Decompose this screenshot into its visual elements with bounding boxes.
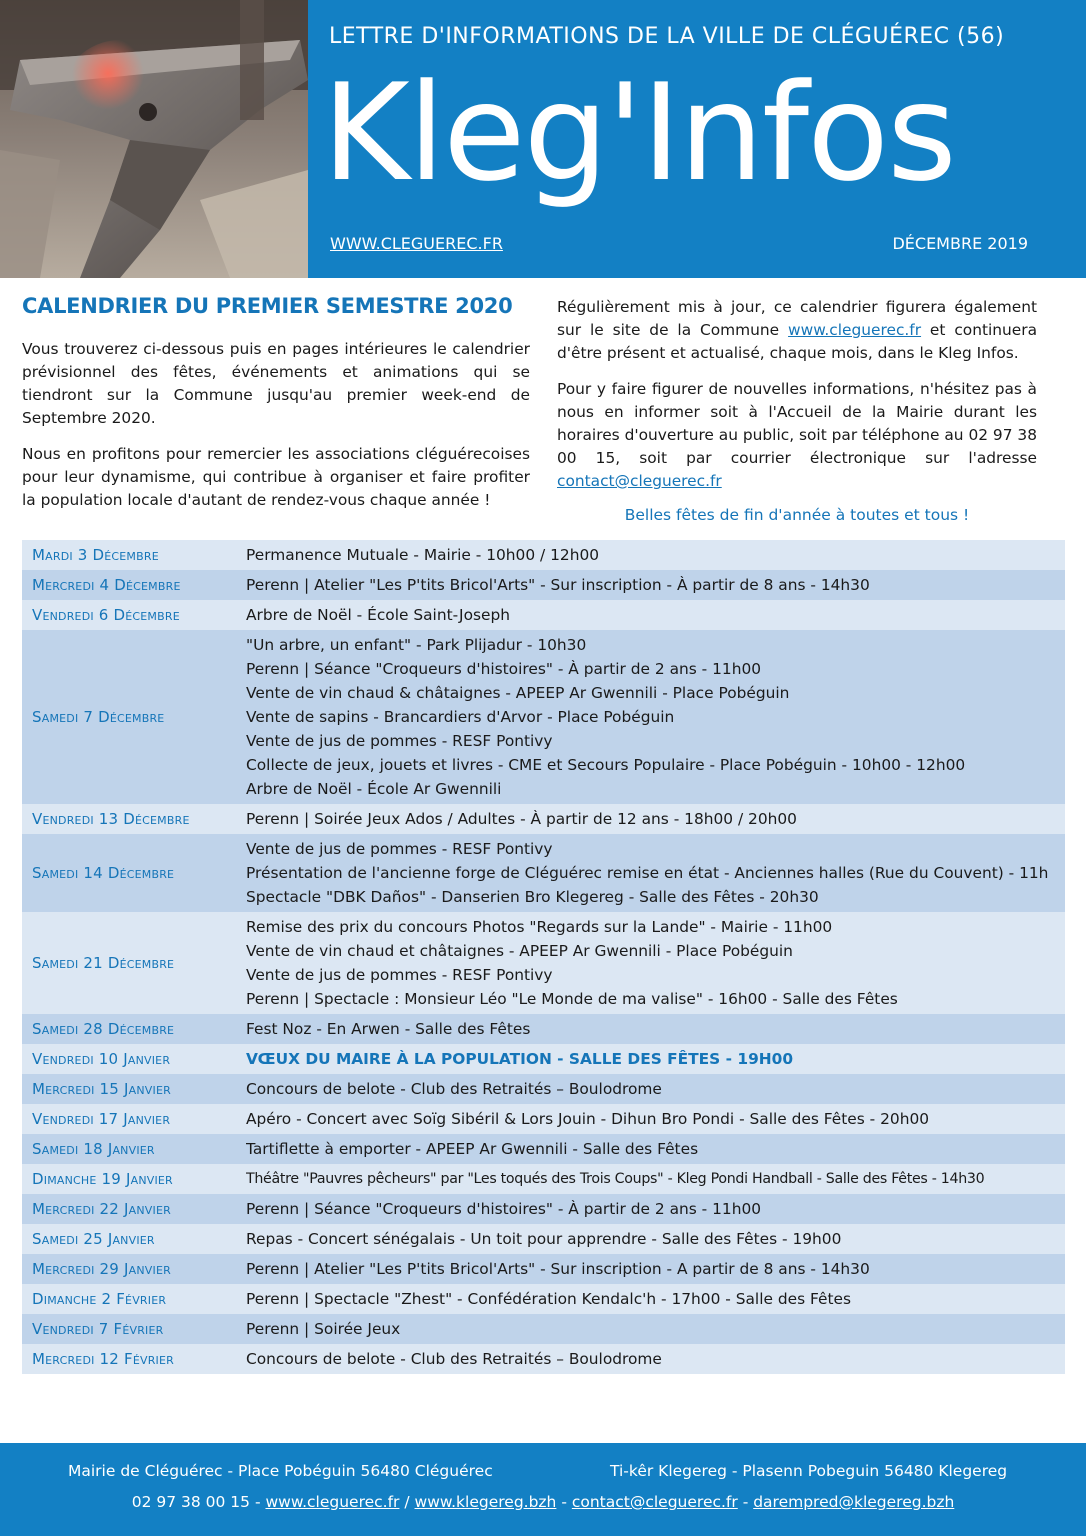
calendar-row — [22, 1164, 1065, 1194]
footer-separator: - — [556, 1493, 572, 1511]
para3-text-b: et continuera d'être présent et actualisé, chaque mois, dans le Kleg Infos. — [557, 321, 1038, 362]
event-list — [246, 1227, 1065, 1251]
event-item: "Un arbre, un enfant" - Park Plijadur - 10h30 — [246, 636, 587, 654]
website-link[interactable]: WWW.CLEGUEREC.FR — [330, 234, 503, 253]
event-item: VŒUX DU MAIRE À LA POPULATION - SALLE DES FÊTES - 19H00 — [246, 1050, 794, 1068]
calendar-row — [22, 1194, 1065, 1224]
footer-separator: - — [737, 1493, 754, 1511]
calendar-row — [22, 1014, 1065, 1044]
event-item: Concours de belote - Club des Retraités – Boulodrome — [246, 1080, 662, 1098]
event-list — [246, 633, 1065, 801]
footer-contacts — [0, 1493, 1086, 1511]
event-date: Vendredi 6 Décembre — [32, 606, 180, 624]
event-item: Perenn | Spectacle : Monsieur Léo "Le Monde de ma valise" - 16h00 - Salle des Fêtes — [246, 990, 898, 1008]
intro-paragraph-3 — [557, 296, 1037, 365]
footer-site-fr-link[interactable]: www.cleguerec.fr — [265, 1493, 400, 1511]
event-date: Samedi 28 Décembre — [32, 1020, 175, 1038]
commune-site-link[interactable]: www.cleguerec.fr — [788, 321, 922, 339]
intro-left-column — [22, 294, 530, 525]
event-date: Mercredi 4 Décembre — [32, 576, 181, 594]
calendar-row — [22, 1134, 1065, 1164]
event-list — [246, 1137, 1065, 1161]
event-list — [246, 1197, 1065, 1221]
calendar-row — [22, 1104, 1065, 1134]
event-item: Perenn | Séance "Croqueurs d'histoires" - À partir de 2 ans - 11h00 — [246, 1200, 762, 1218]
event-item: Arbre de Noël - École Saint-Joseph — [246, 606, 511, 624]
event-item: Vente de jus de pommes - RESF Pontivy — [246, 966, 553, 984]
footer-email-fr-link[interactable]: contact@cleguerec.fr — [571, 1493, 738, 1511]
footer-address-fr: Mairie de Cléguérec - Place Pobéguin 56480 Cléguérec — [68, 1462, 493, 1480]
event-item: Vente de sapins - Brancardiers d'Arvor - Place Pobéguin — [246, 708, 675, 726]
event-item: Repas - Concert sénégalais - Un toit pour apprendre - Salle des Fêtes - 19h00 — [246, 1230, 842, 1248]
calendar-row — [22, 1254, 1065, 1284]
event-item: Perenn | Atelier "Les P'tits Bricol'Arts" - Sur inscription - A partir de 8 ans - 14h30 — [246, 1260, 870, 1278]
event-list — [246, 603, 1065, 627]
newsletter-subtitle: LETTRE D'INFORMATIONS DE LA VILLE DE CLÉGUÉREC (56) — [329, 24, 1005, 49]
event-list — [246, 1287, 1065, 1311]
event-item: Concours de belote - Club des Retraités – Boulodrome — [246, 1350, 662, 1368]
event-item: Perenn | Soirée Jeux Ados / Adultes - À partir de 12 ans - 18h00 / 20h00 — [246, 810, 797, 828]
season-wishes: Belles fêtes de fin d'année à toutes et tous ! — [624, 506, 970, 524]
calendar-row — [22, 912, 1065, 1014]
event-date: Mardi 3 Décembre — [32, 546, 159, 564]
footer — [0, 1443, 1086, 1536]
masthead — [0, 0, 1086, 278]
event-item: Apéro - Concert avec Soïg Sibéril & Lors Jouin - Dihun Bro Pondi - Salle des Fêtes - 20h00 — [246, 1110, 930, 1128]
event-list — [246, 1167, 1065, 1191]
event-list — [246, 1347, 1065, 1371]
event-date: Samedi 18 Janvier — [32, 1140, 155, 1158]
event-list — [246, 543, 1065, 567]
calendar-row — [22, 1074, 1065, 1104]
event-item: Présentation de l'ancienne forge de Cléguérec remise en état - Anciennes halles (Rue du Couvent) - 11h — [246, 864, 1049, 882]
footer-site-br-link[interactable]: www.klegereg.bzh — [414, 1493, 557, 1511]
calendar-row — [22, 834, 1065, 912]
para4-text: Pour y faire figurer de nouvelles informations, n'hésitez pas à nous en informer soit à l'Accueil de la Mairie durant les horaires d'ouverture au public, soit par téléphone au 02 97 38 00 15, soit par courrier électronique sur l'adresse — [557, 380, 1037, 467]
footer-separator: - — [250, 1493, 266, 1511]
event-date: Samedi 21 Décembre — [32, 954, 175, 972]
event-item: Vente de vin chaud & châtaignes - APEEP Ar Gwennili - Place Pobéguin — [246, 684, 790, 702]
issue-date: DÉCEMBRE 2019 — [892, 234, 1028, 253]
calendar-row — [22, 570, 1065, 600]
event-item: Remise des prix du concours Photos "Regards sur la Lande" - Mairie - 11h00 — [246, 918, 833, 936]
intro-paragraph-2: Nous en profitons pour remercier les associations cléguérecoises pour leur dynamisme, qui contribue à organiser et faire profiter la population locale d'autant de rendez-vous chaque année ! — [22, 445, 530, 509]
event-item: Collecte de jeux, jouets et livres - CME et Secours Populaire - Place Pobéguin - 10h00 - 12h00 — [246, 756, 966, 774]
event-list — [246, 573, 1065, 597]
events-calendar — [22, 540, 1065, 1374]
calendar-row — [22, 1044, 1065, 1074]
footer-email-br-link[interactable]: darempred@klegereg.bzh — [753, 1493, 955, 1511]
event-item: Arbre de Noël - École Ar Gwennili — [246, 780, 502, 798]
event-item: Perenn | Atelier "Les P'tits Bricol'Arts" - Sur inscription - À partir de 8 ans - 14h30 — [246, 576, 870, 594]
event-item: Fest Noz - En Arwen - Salle des Fêtes — [246, 1020, 531, 1038]
intro-right-column — [557, 296, 1037, 524]
event-item: Théâtre "Pauvres pêcheurs" par "Les toqués des Trois Coups" - Kleg Pondi Handball - Salle des Fêtes - 14h30 — [246, 1171, 985, 1187]
event-list — [246, 1257, 1065, 1281]
calendar-row — [22, 1284, 1065, 1314]
event-date: Samedi 14 Décembre — [32, 864, 175, 882]
newsletter-title: Kleg'Infos — [322, 55, 955, 211]
event-date: Vendredi 17 Janvier — [32, 1110, 171, 1128]
event-date: Mercredi 22 Janvier — [32, 1200, 171, 1218]
event-date: Mercredi 15 Janvier — [32, 1080, 171, 1098]
calendar-row — [22, 1224, 1065, 1254]
event-date: Dimanche 19 Janvier — [32, 1170, 173, 1188]
event-item: Vente de jus de pommes - RESF Pontivy — [246, 840, 553, 858]
footer-phone: 02 97 38 00 15 — [131, 1493, 251, 1511]
event-item: Permanence Mutuale - Mairie - 10h00 / 12h00 — [246, 546, 600, 564]
event-list — [246, 807, 1065, 831]
calendar-row — [22, 540, 1065, 570]
event-list — [246, 915, 1065, 1011]
para3-text-a: Régulièrement mis à jour, ce calendrier figurera également sur le site de la Commune — [557, 298, 1037, 339]
event-date: Vendredi 10 Janvier — [32, 1050, 171, 1068]
calendar-row — [22, 1314, 1065, 1344]
event-date: Mercredi 12 Février — [32, 1350, 174, 1368]
event-list — [246, 1107, 1065, 1131]
event-item: Perenn | Séance "Croqueurs d'histoires" - À partir de 2 ans - 11h00 — [246, 660, 762, 678]
section-title: CALENDRIER DU PREMIER SEMESTRE 2020 — [22, 294, 513, 318]
event-item: Perenn | Soirée Jeux — [246, 1320, 401, 1338]
event-list — [246, 1017, 1065, 1041]
footer-address-br: Ti-kêr Klegereg - Plasenn Pobeguin 56480 Klegereg — [610, 1462, 1008, 1480]
calendar-row — [22, 804, 1065, 834]
intro-paragraph-1: Vous trouverez ci-dessous puis en pages intérieures le calendrier prévisionnel des fêtes, événements et animations qui se tiendront sur la Commune jusqu'au premier week-end de Septembre 2020. — [22, 340, 530, 427]
event-item: Perenn | Spectacle "Zhest" - Confédération Kendalc'h - 17h00 - Salle des Fêtes — [246, 1290, 851, 1308]
event-date: Vendredi 13 Décembre — [32, 810, 190, 828]
event-date: Samedi 25 Janvier — [32, 1230, 155, 1248]
event-item: Vente de vin chaud et châtaignes - APEEP Ar Gwennili - Place Pobéguin — [246, 942, 793, 960]
event-date: Mercredi 29 Janvier — [32, 1260, 171, 1278]
footer-separator: / — [399, 1493, 415, 1511]
anvil-photo-icon — [0, 0, 308, 278]
event-list — [246, 1077, 1065, 1101]
calendar-row — [22, 1344, 1065, 1374]
contact-email-link[interactable]: contact@cleguerec.fr — [557, 472, 722, 490]
event-list — [246, 1317, 1065, 1341]
event-list — [246, 837, 1065, 909]
event-date: Vendredi 7 Février — [32, 1320, 164, 1338]
event-list — [246, 1047, 1065, 1071]
event-item: Tartiflette à emporter - APEEP Ar Gwennili - Salle des Fêtes — [246, 1140, 699, 1158]
calendar-row — [22, 600, 1065, 630]
calendar-row — [22, 630, 1065, 804]
intro-paragraph-4 — [557, 378, 1037, 493]
event-date: Dimanche 2 Février — [32, 1290, 167, 1308]
event-item: Vente de jus de pommes - RESF Pontivy — [246, 732, 553, 750]
event-date: Samedi 7 Décembre — [32, 708, 165, 726]
event-item: Spectacle "DBK Daños" - Danserien Bro Klegereg - Salle des Fêtes - 20h30 — [246, 888, 819, 906]
